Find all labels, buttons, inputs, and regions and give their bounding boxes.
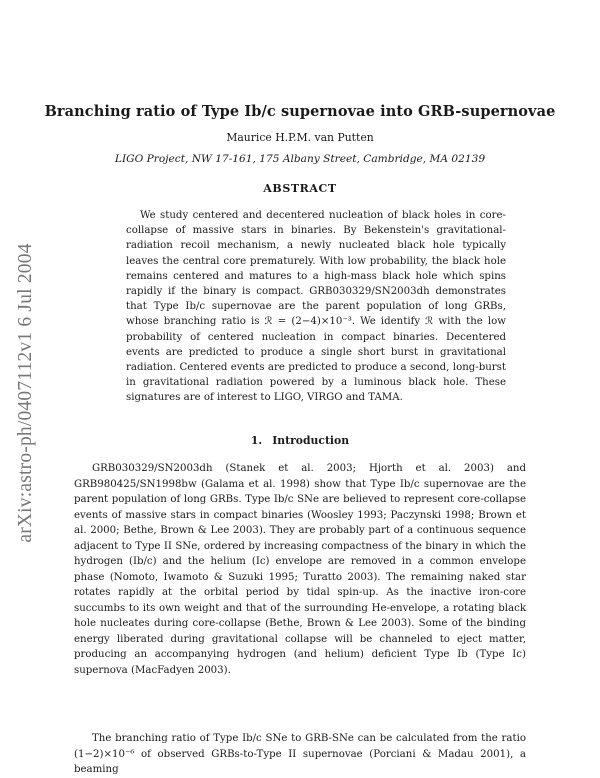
author-affiliation: LIGO Project, NW 17-161, 175 Albany Street, Cambridge, MA 02139 xyxy=(114,153,486,165)
section-number: 1. xyxy=(250,434,263,447)
section-title: Introduction xyxy=(272,434,350,447)
paper-title: Branching ratio of Type Ib/c supernovae into GRB-supernovae xyxy=(44,103,556,120)
author-name: Maurice H.P.M. van Putten xyxy=(226,131,374,144)
body-paragraph-1: GRB030329/SN2003dh (Stanek et al. 2003; Hjorth et al. 2003) and GRB980425/SN1998bw (Galama et al. 1998) show that Type Ib/c supernovae are the parent population of long GRBs. Type Ib/c SNe are believed to represent core-collapse events of massive stars in compact binaries (Woosley 1993; Paczynski 1998; Brown et al. 2000; Bethe, Brown & Lee 2003). They are probably part of a continuous sequence adjacent to Type II SNe, ordered by increasing compactness of the binary in which the hydrogen (Ib/c) and the helium (Ic) envelope are removed in a common envelope phase (Nomoto, Iwamoto & Suzuki 1995; Turatto 2003). The remaining naked star rotates rapidly at the orbital period by tidal spin-up. As the inactive iron-core succumbs to its own weight and that of the surrounding He-envelope, a rotating black hole nucleates during core-collapse (Bethe, Brown & Lee 2003). Some of the binding energy liberated during gravitational collapse will be channeled to eject matter, producing an accompanying hydrogen (and helium) deficient Type Ib (Type Ic) supernova (MacFadyen 2003). xyxy=(74,463,526,676)
abstract-text: We study centered and decentered nucleation of black holes in core-collapse of massive stars in binaries. By Bekenstein's gravitational-radiation recoil mechanism, a newly nucleated black hole typically leaves the central core prematurely. With low probability, the black hole remains centered and matures to a high-mass black hole which spins rapidly if the binary is compact. GRB030329/SN2003dh demonstrates that Type Ib/c supernovae are the parent population of long GRBs, whose branching ratio is ℛ = (2−4)×10⁻³. We identify ℛ with the low probability of centered nucleation in compact binaries. Decentered events are predicted to produce a single short burst in gravitational radiation. Centered events are predicted to produce a second, long-burst in gravitational radiation powered by a luminous black hole. These signatures are of interest to LIGO, VIRGO and TAMA. xyxy=(126,210,506,404)
section-heading xyxy=(0,434,600,447)
body-paragraph-2: The branching ratio of Type Ib/c SNe to GRB-SNe can be calculated from the ratio (1−2)×10⁻⁶ of observed GRBs-to-Type II supernovae (Porciani & Madau 2001), a beaming xyxy=(74,733,526,775)
arxiv-id: arXiv:astro-ph/0407112v1 6 Jul 2004 xyxy=(15,243,36,543)
abstract-heading: ABSTRACT xyxy=(263,182,337,195)
